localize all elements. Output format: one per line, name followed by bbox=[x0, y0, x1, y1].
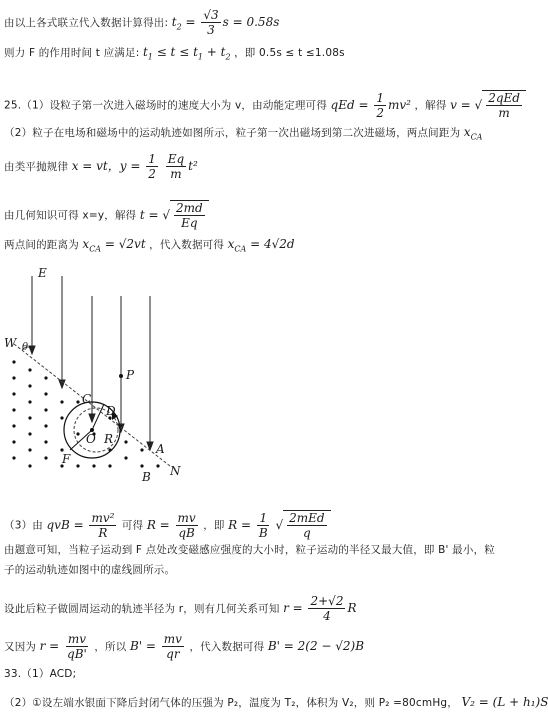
text: 由几何知识可得 x=y，解得 bbox=[4, 209, 137, 222]
text: （2）粒子在电场和磁场中的运动轨迹如图所示，粒子第一次出磁场到第二次进磁场，两点间距为 bbox=[4, 127, 461, 139]
label-e: E bbox=[38, 266, 47, 280]
label-c: C bbox=[82, 392, 92, 406]
eq-energy: qEd = $\frac{1}{2}$ mv² bbox=[330, 90, 411, 120]
line-force-time bbox=[4, 44, 515, 65]
text: 由类平抛规律 bbox=[4, 161, 69, 173]
eq-r: r = $\frac{2+√2}{4}$ R bbox=[283, 594, 357, 623]
label-w: W bbox=[4, 336, 17, 350]
eq-velocity: v = √ $\frac{\text{2qEd}}{m}$ bbox=[450, 98, 526, 112]
label-r: R bbox=[104, 432, 114, 446]
text: 子的运动轨迹如图中的虚线圆所示。 bbox=[4, 564, 176, 576]
q33-part2 bbox=[4, 694, 548, 711]
eq-t2: $t_2$ = $\frac{√3}{3}$ s = 0.58s bbox=[171, 8, 280, 37]
text: （2）①设左端水银面下降后封闭气体的压强为 P₂，温度为 T₂，体积为 V₂，则 P₂ =80cmHg， bbox=[4, 697, 458, 709]
line-result-t2 bbox=[4, 8, 515, 37]
q25-part1 bbox=[4, 90, 520, 120]
eq-xca1: $x_{CA} = √2vt$ bbox=[82, 237, 146, 254]
text: 则力 F 的作用时间 t 应满足: bbox=[4, 47, 140, 59]
label-d: D bbox=[106, 404, 116, 418]
magnetic-dots bbox=[12, 360, 159, 467]
var-xca: $x_{CA}$ bbox=[463, 125, 483, 142]
q33-part1 bbox=[4, 666, 515, 682]
eq-time: t = √ $\frac{2md}{Eq}$ bbox=[140, 208, 209, 222]
text: ，解得 bbox=[414, 99, 447, 112]
text: 33.（1）ACD; bbox=[4, 668, 77, 680]
figure-svg bbox=[0, 266, 200, 494]
eq-bprime-val: B' = 2(2 − √2)B bbox=[267, 639, 365, 653]
eq-radius: R = $\frac{mv}{qB}$ bbox=[146, 510, 196, 540]
q25-radius-r bbox=[4, 594, 515, 623]
q25-bprime bbox=[4, 632, 515, 661]
q25-distance bbox=[4, 236, 515, 257]
text: ，即 bbox=[203, 519, 225, 532]
trajectory-figure bbox=[0, 266, 200, 494]
text: 25.（1）设粒子第一次进入磁场时的速度大小为 v，由动能定理可得 bbox=[4, 99, 328, 112]
label-n: N bbox=[170, 464, 181, 478]
label-b: B bbox=[142, 470, 151, 484]
text: 由以上各式联立代入数据计算得出: bbox=[4, 17, 169, 29]
text: 可得 bbox=[121, 519, 144, 532]
eq-v2: V₂ = (L + h₁)S bbox=[461, 695, 548, 709]
q25-geometry bbox=[4, 200, 515, 230]
text: ，代入数据可得 bbox=[189, 641, 265, 653]
eq-r2: r = $\frac{mv}{qB'}$ bbox=[39, 632, 87, 661]
label-p: P bbox=[126, 368, 135, 382]
eq-lorentz: qvB = $\frac{\text{mv²}}{R}$ bbox=[46, 510, 115, 540]
text: ，所以 bbox=[94, 641, 127, 653]
label-a: A bbox=[156, 442, 165, 456]
label-o: O bbox=[86, 432, 96, 446]
q25-explain-1 bbox=[4, 542, 515, 558]
eq-bprime: B' = $\frac{mv}{qr}$ bbox=[129, 632, 182, 661]
text: ，代入数据可得 bbox=[149, 239, 225, 251]
eq-xca2: $x_{CA} = 4√2d$ bbox=[227, 237, 295, 254]
field-arrows bbox=[29, 276, 153, 450]
text: 设此后粒子做圆周运动的轨迹半径为 r，则有几何关系可知 bbox=[4, 603, 280, 615]
q25-projectile bbox=[4, 152, 515, 181]
q25-part3 bbox=[4, 510, 515, 540]
eq-radius2: R = $\frac{1}{B}$ √ $\frac{\text{2mEd}}{q}$ bbox=[228, 518, 331, 532]
ineq-t: $t_1 \le t \le t_1 + t_2$ bbox=[142, 45, 231, 62]
label-f: F bbox=[62, 452, 71, 466]
q25-part2 bbox=[4, 124, 515, 145]
q25-explain-2 bbox=[4, 562, 515, 578]
ineq-range: ，即 0.5s ≤ t ≤1.08s bbox=[234, 47, 345, 59]
text: 由题意可知，当粒子运动到 F 点处改变磁感应强度的大小时，粒子运动的半径又最大值，即 B' 最小，粒 bbox=[4, 544, 495, 556]
text: 又因为 bbox=[4, 641, 37, 653]
eq-projectile: x = vt，y = $\frac{1}{2}$ $\frac{Eq}{m}$ t² bbox=[71, 152, 198, 181]
text: （3）由 bbox=[4, 519, 43, 532]
text: 两点间的距离为 bbox=[4, 239, 79, 251]
label-theta: θ bbox=[22, 342, 29, 353]
point-p bbox=[119, 374, 123, 378]
